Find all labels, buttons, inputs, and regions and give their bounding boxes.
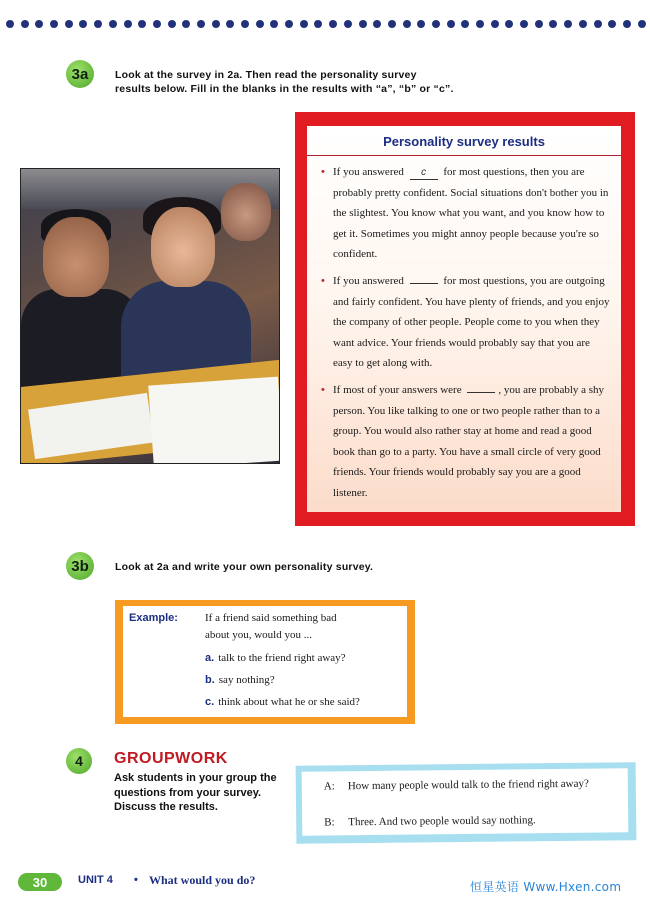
- answer-blank[interactable]: [467, 392, 495, 393]
- result-paragraph: • If you answered c for most questions, then you are probably pretty confident. Social situations don't bother you in the slightest. You know what you want, and you know how to get it. Sometimes you might annoy people because you're so confident.: [321, 166, 609, 261]
- unit-label: UNIT 4: [78, 874, 113, 886]
- section-3a-instruction: [115, 68, 454, 96]
- students-photo: [20, 168, 280, 464]
- section-3b-badge: 3b: [66, 552, 94, 580]
- results-title: Personality survey results: [307, 134, 621, 156]
- answer-blank[interactable]: [410, 283, 438, 284]
- survey-results-box: [295, 112, 635, 526]
- example-option: b. say nothing?: [205, 674, 275, 686]
- answer-blank[interactable]: c: [410, 167, 438, 180]
- dialog-speaker: B:: [324, 816, 335, 829]
- top-dot-border: [6, 20, 646, 30]
- result-paragraph: • If you answered for most questions, you are outgoing and fairly confident. You have plenty of friends, and you enjoy the company of other people. People come to you when they want advice. Your friends would probably say that you are easy to get along with.: [321, 274, 610, 370]
- result-paragraph: • If most of your answers were , you are probably a shy person. You like talking to one or two people rather than to a group. You would also rather stay at home and read a good book than go to a party. You have a small circle of very good friends. Your friends would probably say you are a good listener.: [321, 383, 605, 499]
- dialog-speaker: A:: [323, 780, 335, 793]
- groupwork-title: GROUPWORK: [114, 750, 228, 767]
- section-3b-instruction: Look at 2a and write your own personality survey.: [115, 561, 374, 573]
- instruction-line-1: Look at the survey in 2a. Then read the personality survey: [115, 69, 417, 81]
- example-label: Example:: [129, 612, 178, 624]
- watermark: 恒星英语 Www.Hxen.com: [470, 880, 622, 894]
- instruction-line-2: results below. Fill in the blanks in the results with “a”, “b” or “c”.: [115, 83, 454, 95]
- unit-title: What would you do?: [149, 873, 256, 887]
- example-option: c. think about what he or she said?: [205, 696, 360, 708]
- footer-separator: •: [134, 874, 138, 886]
- dialog-line: How many people would talk to the friend right away?: [347, 777, 589, 793]
- groupwork-instruction: Ask students in your group the questions from your survey. Discuss the results.: [114, 772, 277, 813]
- page-number: 30: [18, 873, 62, 891]
- section-3a-badge: 3a: [66, 60, 94, 88]
- dialog-box: [296, 762, 637, 844]
- example-question: If a friend said something bad about you, would you ...: [205, 612, 337, 641]
- example-option: a. talk to the friend right away?: [205, 652, 346, 664]
- section-4-badge: 4: [66, 748, 92, 774]
- example-box: [115, 600, 415, 724]
- dialog-line: Three. And two people would say nothing.: [348, 814, 536, 829]
